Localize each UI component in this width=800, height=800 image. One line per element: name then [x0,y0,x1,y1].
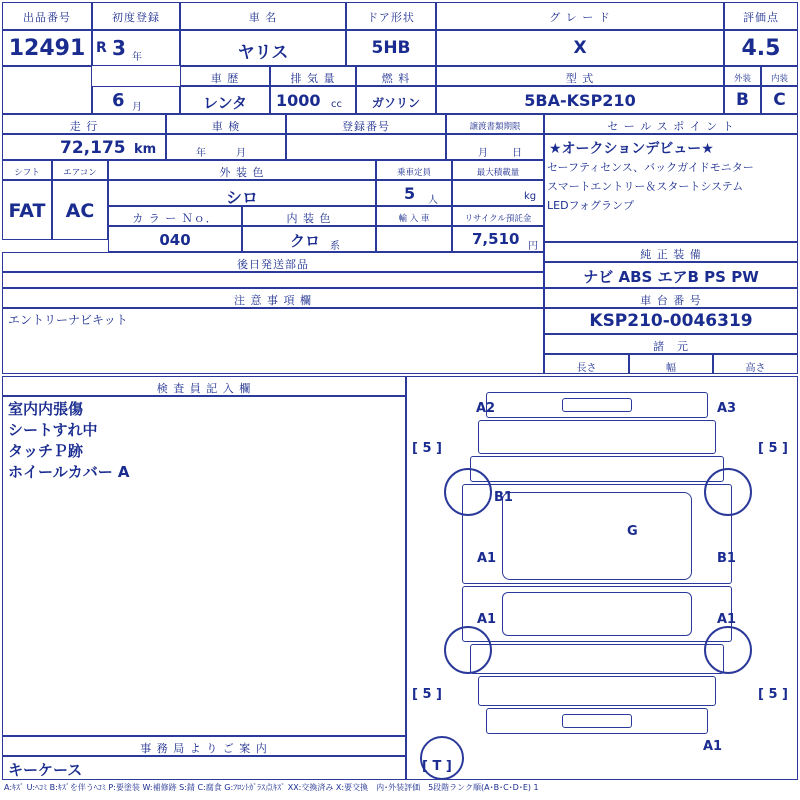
import-car-cell [376,226,452,252]
sales-point-line-2: セーフティセンス、バックガイドモニター [547,161,754,174]
reg-era-value: R [96,40,107,56]
tyre-grade-rear-right: [ 5 ] [758,687,788,702]
sales-point-line-1: ★オークションデビュー★ [549,141,714,157]
spare-tyre-grade: [ T ] [422,759,452,774]
aircon-value: AC [65,200,95,222]
inspector-note-3: タッチＰ跡 [8,442,84,460]
interior-color-header: 内 装 色 [286,212,332,225]
inspection-year-unit: 年 [196,148,206,159]
exterior-grade-header: 外装 [733,74,751,84]
tyre-grade-rear-left: [ 5 ] [412,687,442,702]
rear-plate-shape [562,714,632,728]
recycle-deposit-header: リサイクル預託金 [464,214,532,224]
windshield-shape [470,456,724,482]
grade-header: グ レ ー ド [549,11,611,24]
registration-no-cell [286,134,446,160]
damage-mark-a1-left-front: A1 [477,551,497,566]
transfer-deadline-cell [446,134,544,160]
notes-header: 注 意 事 項 欄 [234,294,312,307]
model-code-header: 型 式 [565,72,595,85]
transfer-month-unit: 月 [478,148,488,159]
import-car-header: 輸 入 車 [398,214,430,224]
genuine-equipment-value: ナビ ABS エアB PS PW [583,268,759,286]
rear-panel-shape [478,676,716,706]
notes-text: エントリーナビキット [8,313,128,327]
reg-month-value: 6 [112,90,125,111]
fuel-value: ガソリン [371,96,420,110]
interior-grade-header: 内装 [770,74,788,84]
interior-color-unit: 系 [330,241,340,252]
wheel-front-left [444,468,492,516]
color-no-value: 040 [159,231,191,249]
displacement-header: 排 気 量 [290,72,336,85]
inspection-header: 車 検 [211,120,241,133]
office-notice-text: キーケース [8,761,83,779]
mileage-header: 走 行 [69,120,99,133]
later-parts-cell [2,272,544,288]
capacity-header: 乗車定員 [396,168,431,178]
aircon-header: エアコン [63,168,97,178]
first-reg-header: 初度登録 [112,11,160,24]
capacity-value: 5 [404,184,416,203]
exterior-grade-value: B [736,90,749,110]
mileage-value: 72,175 [60,138,126,158]
chassis-no-header: 車 台 番 号 [640,294,702,307]
inspection-cell [166,134,286,160]
inspector-note-1: 室内内張傷 [8,400,84,418]
office-notice-header: 事 務 局 よ り ご 案 内 [140,742,268,755]
eval-point-value: 4.5 [741,36,781,61]
hood-shape [478,420,716,454]
damage-mark-a1-left-rear: A1 [477,612,497,627]
shift-header: シフト [14,168,40,178]
door-type-header: ドア形状 [367,11,415,24]
later-parts-header: 後日発送部品 [237,258,309,271]
car-name-header: 車 名 [248,11,278,24]
registration-no-header: 登録番号 [342,120,390,133]
history-header: 車 歴 [210,72,240,85]
max-load-header: 最大積載量 [476,168,520,178]
roof-shape [502,492,692,580]
interior-color-value: クロ [290,232,321,250]
legend-text: A:ｷｽﾞ U:ﾍｺﾐ B:ｷｽﾞを伴うﾍｺﾐ P:要塗装 W:補修跡 S:錆 C:腐食 G:ﾌﾛﾝﾄｶﾞﾗｽ点ｷｽﾞ XX:交換済み X:要交換 内･外装評価 5段階ランク順(A･B･C･D･E) 1 [4,783,539,792]
tyre-grade-front-left: [ 5 ] [412,441,442,456]
height-label: 高さ [745,363,766,374]
width-label: 幅 [666,363,676,374]
color-no-header: カ ラ ー Ｎｏ． [132,212,218,225]
inspector-note-4: ホイールカバー A [8,463,130,481]
lot-no-value: 12491 [8,36,86,61]
chassis-no-value: KSP210-0046319 [589,311,753,331]
wheel-rear-left [444,626,492,674]
damage-mark-a1-right-rear: A1 [717,612,737,627]
tyre-grade-front-right: [ 5 ] [758,441,788,456]
shift-value: FAT [8,200,46,222]
damage-mark-a2: A2 [476,401,496,416]
displacement-value: 1000 [276,91,321,110]
eval-point-header: 評価点 [743,11,779,24]
interior-grade-value: C [773,90,786,110]
car-name-value: ヤリス [237,43,289,63]
lot-no-header: 出品番号 [23,11,71,24]
reg-year-value: 3 [112,36,126,60]
damage-mark-g: G [627,524,638,539]
genuine-equipment-header: 純 正 装 備 [640,248,702,261]
damage-mark-b1-front: B1 [494,490,513,505]
rear-window-shape [502,592,692,636]
sales-point-line-4: LEDフォグランプ [547,199,634,212]
sales-point-header: セ ー ル ス ポ イ ン ト [607,120,735,133]
door-type-value: 5HB [371,38,411,58]
inspector-notes-header: 検 査 員 記 入 欄 [156,382,252,395]
inspector-note-2: シートすれ中 [8,421,98,439]
dimensions-header: 諸 元 [653,340,689,353]
displacement-unit: cc [331,99,342,110]
recycle-deposit-value: 7,510 [472,230,520,248]
damage-mark-b1-right: B1 [717,551,736,566]
lot-no-blank-cell [2,66,92,114]
max-load-unit: kg [524,191,537,202]
recycle-deposit-unit: 円 [528,241,538,252]
front-plate-shape [562,398,632,412]
exterior-color-header: 外 装 色 [219,166,265,179]
damage-mark-a1-rear-bumper: A1 [703,739,723,754]
reg-year-unit: 年 [132,52,142,63]
exterior-color-value: シロ [225,188,258,207]
trunk-shape [470,644,724,674]
wheel-rear-right [704,626,752,674]
reg-month-unit: 月 [132,102,142,113]
capacity-unit: 人 [428,195,438,206]
damage-mark-a3: A3 [717,401,737,416]
inspection-month-unit: 月 [236,148,246,159]
transfer-deadline-header: 譲渡書類期限 [469,122,521,132]
fuel-header: 燃 料 [381,72,411,85]
transfer-day-unit: 日 [512,148,522,159]
model-code-value: 5BA-KSP210 [524,91,636,110]
sales-point-line-3: スマートエントリー＆スタートシステム [547,180,744,193]
history-value: レンタ [202,94,248,112]
wheel-front-right [704,468,752,516]
mileage-unit: km [134,142,157,157]
grade-value: X [573,38,587,58]
length-label: 長さ [576,363,597,374]
